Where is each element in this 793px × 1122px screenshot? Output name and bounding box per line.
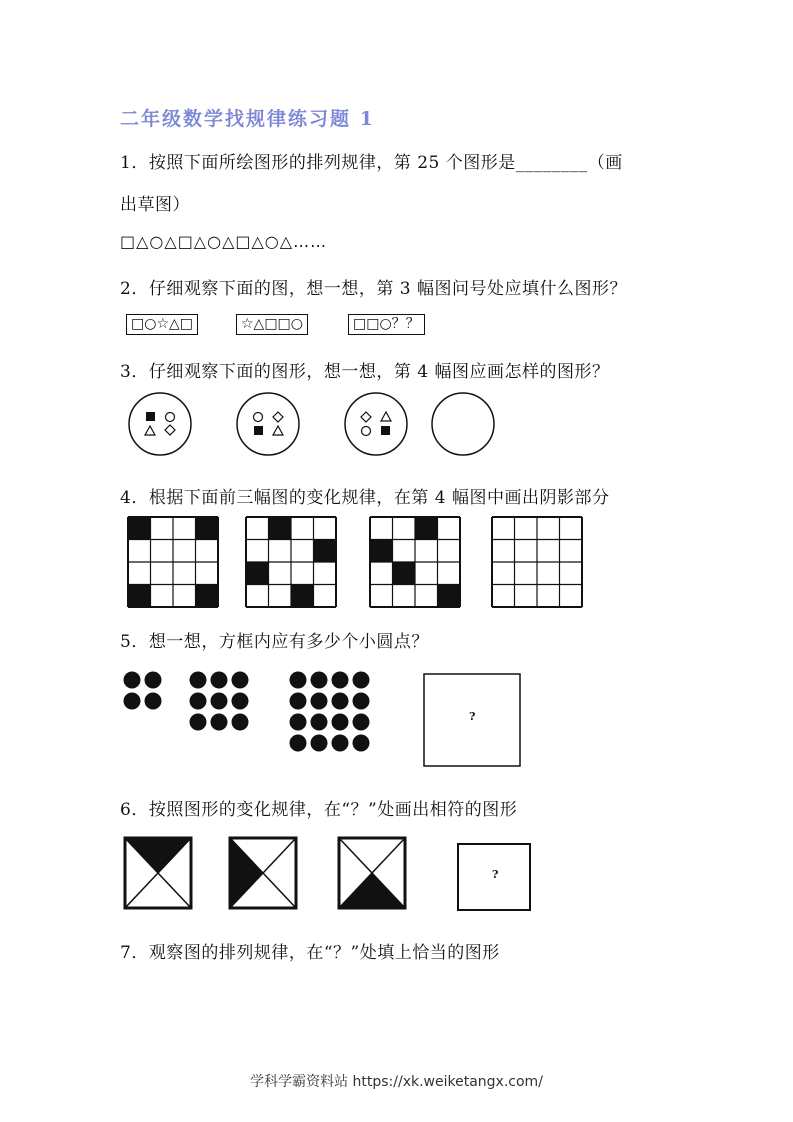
dot <box>145 693 162 710</box>
dot <box>124 672 141 689</box>
circle-figure-1 <box>129 393 191 455</box>
dot <box>290 735 307 752</box>
question-mark-q6: ? <box>492 868 499 881</box>
shape-box-3: □□○？？ <box>348 314 425 335</box>
dot <box>211 714 228 731</box>
grid-figure-3 <box>370 517 460 607</box>
question-7-text: 7．观察图的排列规律，在“？”处填上恰当的图形 <box>120 943 500 963</box>
dot <box>332 693 349 710</box>
question-3-text: 3．仔细观察下面的图形，想一想，第 4 幅图应画怎样的图形？ <box>120 362 610 382</box>
dot <box>290 672 307 689</box>
grid-shaded-cell <box>415 517 438 540</box>
dot <box>290 714 307 731</box>
dot <box>353 735 370 752</box>
grid-shaded-cell <box>128 585 151 608</box>
grid-figure-2 <box>246 517 336 607</box>
question-6-text: 6．按照图形的变化规律，在“？”处画出相符的图形 <box>120 800 518 820</box>
grid-shaded-cell <box>196 517 219 540</box>
dot <box>353 693 370 710</box>
shape-box-2: ☆△□□○ <box>236 314 308 335</box>
square-figure-2 <box>230 838 296 908</box>
dot-figure-2 <box>190 672 249 731</box>
dot <box>311 672 328 689</box>
grid-shaded-cell <box>314 540 337 563</box>
grid-figure-4 <box>492 517 582 607</box>
shape-sequence: □△○△□△○△□△○△…… <box>120 232 328 251</box>
dot-figure-1 <box>124 672 162 710</box>
dot <box>232 693 249 710</box>
square-figure-3 <box>339 838 405 908</box>
page-title: 二年级数学找规律练习题 1 <box>120 108 375 130</box>
question-5-text: 5．想一想，方框内应有多少个小圆点？ <box>120 632 429 652</box>
dot <box>190 693 207 710</box>
dot <box>190 714 207 731</box>
question-1-line-2: 出草图） <box>120 195 190 215</box>
dot <box>124 693 141 710</box>
dot <box>353 672 370 689</box>
shape-box-1: □○☆△□ <box>126 314 198 335</box>
triangle-pattern-figures <box>120 834 540 914</box>
question-4-text: 4．根据下面前三幅图的变化规律，在第 4 幅图中画出阴影部分 <box>120 488 610 508</box>
grid-shaded-cell <box>438 585 461 608</box>
question-2-text: 2．仔细观察下面的图，想一想，第 3 幅图问号处应填什么图形？ <box>120 279 627 299</box>
grid-shaded-cell <box>393 562 416 585</box>
dot <box>332 714 349 731</box>
dot <box>332 735 349 752</box>
dot <box>190 672 207 689</box>
grid-shaded-cell <box>370 540 393 563</box>
grid-shaded-cell <box>291 585 314 608</box>
dot <box>145 672 162 689</box>
circle-figure-3 <box>345 393 407 455</box>
grid-shaded-cell <box>128 517 151 540</box>
grid-shaded-cell <box>246 562 269 585</box>
grid-shaded-cell <box>269 517 292 540</box>
dot <box>311 714 328 731</box>
dot <box>232 672 249 689</box>
dot <box>232 714 249 731</box>
question-1-line-1: 1．按照下面所绘图形的排列规律，第 25 个图形是________（画 <box>120 153 623 173</box>
dot <box>290 693 307 710</box>
question-mark-q5: ? <box>469 710 476 723</box>
dot <box>353 714 370 731</box>
footer-watermark: 学科学霸资料站 https://xk.weiketangx.com/ <box>250 1074 543 1090</box>
grid-shaded-cell <box>196 585 219 608</box>
dot <box>311 693 328 710</box>
circle-figure-4-empty <box>432 393 494 455</box>
grid-pattern-figures <box>128 517 588 609</box>
square-figure-1 <box>125 838 191 908</box>
dot <box>211 672 228 689</box>
circle-figure-2 <box>237 393 299 455</box>
grid-figure-1 <box>128 517 218 607</box>
dot <box>311 735 328 752</box>
dot <box>332 672 349 689</box>
dot <box>211 693 228 710</box>
dot-figure-3 <box>290 672 370 752</box>
circle-pattern-figures <box>120 390 510 460</box>
